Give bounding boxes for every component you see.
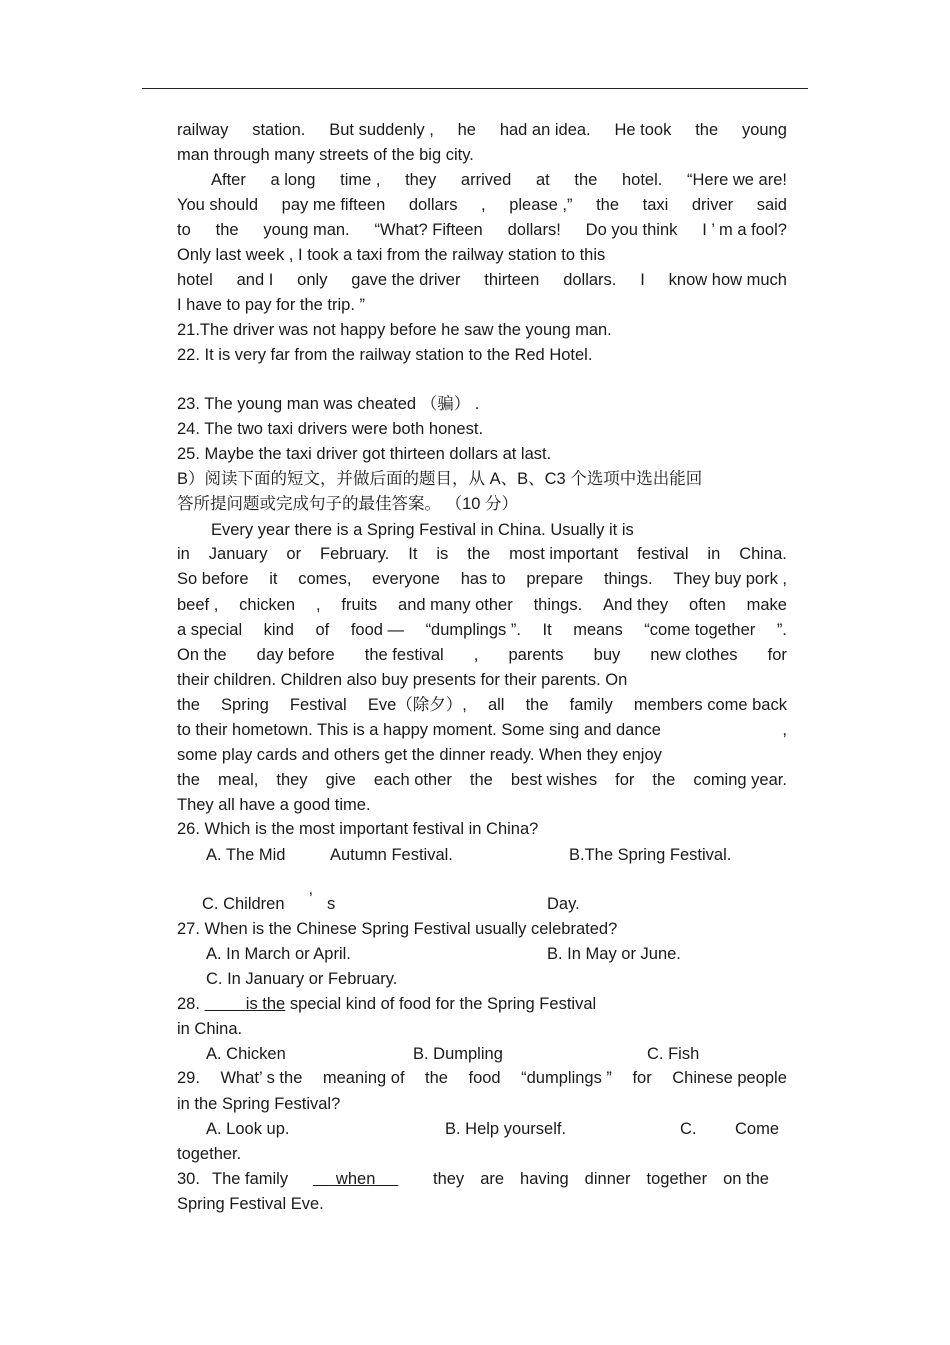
q27-option-a: A. In March or April.	[206, 945, 351, 963]
statement-23: 23. The young man was cheated （骗） .	[177, 395, 480, 413]
q28-option-c: C. Fish	[647, 1045, 700, 1063]
q30-subject: The family	[212, 1170, 289, 1188]
q29-stem: 29. What’ s the meaning of the food “dumplings ” for Chinese people	[177, 1069, 787, 1087]
header-rule	[142, 88, 808, 89]
q29-option-c-part2: together.	[177, 1145, 242, 1163]
q29-option-b: B. Help yourself.	[445, 1120, 567, 1138]
q28-stem-cont: in China.	[177, 1020, 243, 1038]
q28-option-b: B. Dumpling	[413, 1045, 503, 1063]
q29-option-c-label: C.	[680, 1120, 697, 1138]
story-line-3: After a long time , they arrived at the hotel. “Here we are!	[211, 171, 787, 189]
q29-stem-cont: in the Spring Festival?	[177, 1095, 341, 1113]
q27-option-c: C. In January or February.	[206, 970, 398, 988]
q26-option-c-part2: s	[327, 895, 336, 913]
q26-option-a-part1: A. The Mid	[206, 846, 286, 864]
q27-option-b: B. In May or June.	[547, 945, 681, 963]
q29-option-a: A. Look up.	[206, 1120, 290, 1138]
q26-stem: 26. Which is the most important festival in China?	[177, 820, 539, 838]
passage-line-8: the Spring Festival Eve（除夕）, all the family members come back	[177, 696, 787, 714]
story-line-5: to the young man. “What? Fifteen dollars! Do you think I ’ m a fool?	[177, 221, 787, 239]
story-line-1: railway station. But suddenly , he had an idea. He took the young	[177, 121, 787, 139]
q30-stem-rest: they are having dinner together on the	[433, 1170, 769, 1188]
q26-option-b: B.The Spring Festival.	[569, 846, 732, 864]
passage-line-7: their children. Children also buy presents for their parents. On	[177, 671, 628, 689]
q26-option-c-apostrophe: ’	[309, 890, 313, 908]
q30-number: 30.	[177, 1170, 200, 1188]
passage-line-4: beef , chicken , fruits and many other things. And they often make	[177, 596, 787, 614]
q28-stem: 28. is the special kind of food for the Spring Festival	[177, 995, 597, 1013]
passage-line-3: So before it comes, everyone has to prepare things. They buy pork ,	[177, 570, 787, 588]
passage-line-5: a special kind of food — “dumplings ”. It means “come together ”.	[177, 621, 787, 639]
passage-line-11: the meal, they give each other the best wishes for the coming year.	[177, 771, 787, 789]
q26-option-a-part2: Autumn Festival.	[330, 846, 453, 864]
passage-line-2: in January or February. It is the most important festival in China.	[177, 545, 787, 563]
q26-option-c-part1: C. Children	[202, 895, 285, 913]
q27-stem: 27. When is the Chinese Spring Festival usually celebrated?	[177, 920, 618, 938]
statement-24: 24. The two taxi drivers were both honest.	[177, 420, 484, 438]
story-line-8: I have to pay for the trip. ”	[177, 296, 366, 314]
q26-option-c-part3: Day.	[547, 895, 580, 913]
section-b-instruction-2: 答所提问题或完成句子的最佳答案。 （10 分）	[177, 495, 519, 513]
section-b-instruction-1: B）阅读下面的短文，并做后面的题目，从 A、B、C3 个选项中选出能回	[177, 470, 703, 488]
statement-22: 22. It is very far from the railway station to the Red Hotel.	[177, 346, 593, 364]
q28-option-a: A. Chicken	[206, 1045, 286, 1063]
story-line-7: hotel and I only gave the driver thirteen dollars. I know how much	[177, 271, 787, 289]
q30-blank: when	[335, 1170, 376, 1188]
story-line-4: You should pay me fifteen dollars , please ,” the taxi driver said	[177, 196, 787, 214]
passage-line-9: to their hometown. This is a happy moment. Some sing and dance ,	[177, 721, 787, 739]
passage-line-12: They all have a good time.	[177, 796, 371, 814]
story-line-2: man through many streets of the big city.	[177, 146, 474, 164]
story-line-6: Only last week , I took a taxi from the railway station to this	[177, 246, 606, 264]
q28-blank: is the	[245, 995, 286, 1013]
statement-25: 25. Maybe the taxi driver got thirteen dollars at last.	[177, 445, 552, 463]
statement-21: 21.The driver was not happy before he saw the young man.	[177, 321, 612, 339]
q29-option-c-part1: Come	[735, 1120, 780, 1138]
passage-line-10: some play cards and others get the dinner ready. When they enjoy	[177, 746, 662, 764]
passage-line-6: On the day before the festival , parents buy new clothes for	[177, 646, 787, 664]
passage-line-1: Every year there is a Spring Festival in China. Usually it is	[211, 521, 634, 539]
q30-stem-cont: Spring Festival Eve.	[177, 1195, 324, 1213]
